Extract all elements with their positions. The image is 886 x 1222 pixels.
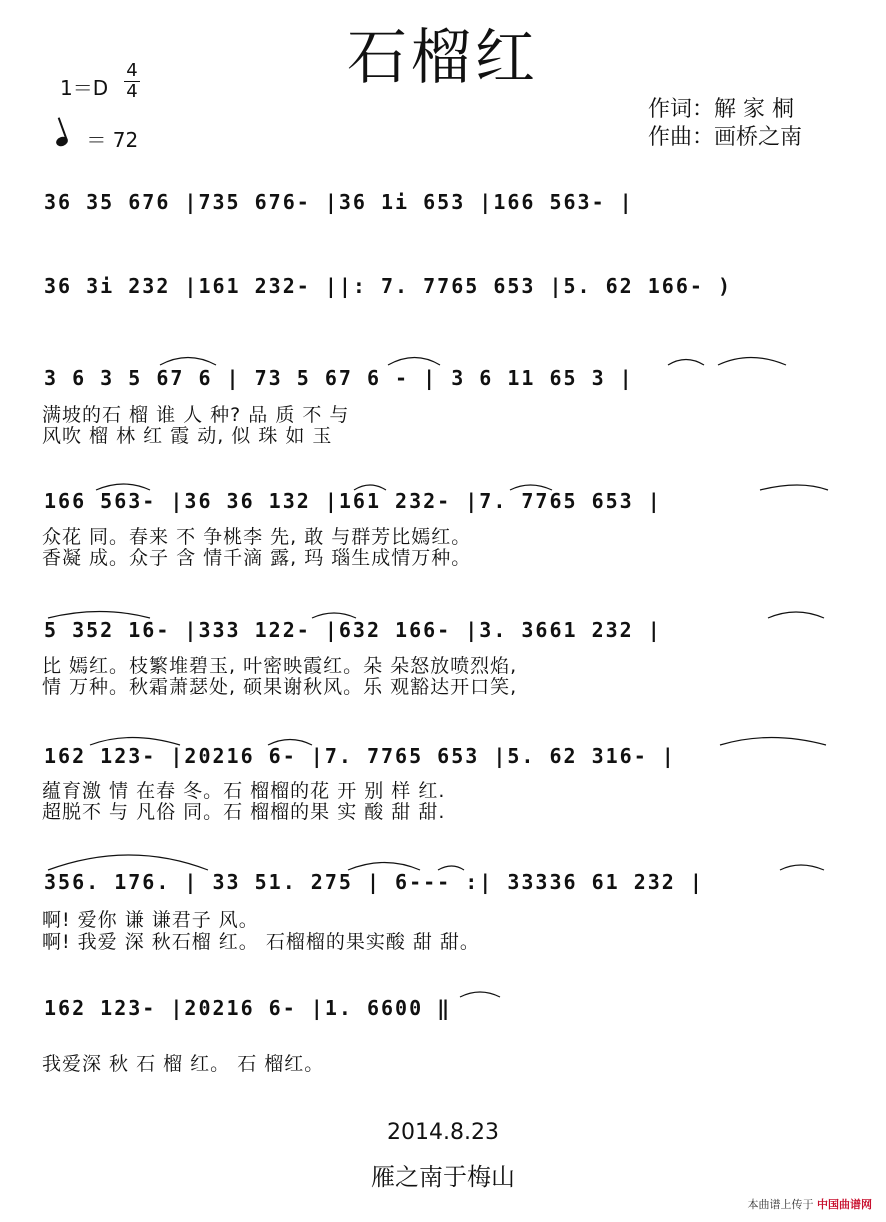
slur-mark (48, 855, 208, 870)
notation-line-5: 5 352 16- |333 122- |632 166- |3. 3661 232 | (44, 618, 662, 642)
slur-mark (160, 358, 216, 366)
slur-mark (354, 485, 386, 490)
slur-mark (780, 865, 824, 870)
lyric-line-7-verse-1: 啊! 爱你 谦 谦君子 风。 (42, 909, 259, 931)
slur-mark (460, 992, 500, 997)
notation-line-8: 162 123- |20216 6- |1. 6600 ‖ (44, 996, 452, 1020)
time-signature-numerator: 4 (126, 60, 138, 81)
slur-mark (268, 740, 312, 746)
watermark-text: 本曲谱上传于 (747, 1198, 814, 1211)
watermark-brand: 中国曲谱网 (817, 1198, 872, 1211)
date-line: 2014.8.23 (387, 1120, 499, 1145)
lyric-line-8-verse-1: 我爱深 秋 石 榴 红。 石 榴红。 (42, 1053, 325, 1075)
key-signature: 1＝D (60, 76, 109, 100)
watermark (748, 1196, 873, 1212)
slur-mark (438, 866, 464, 870)
composer-credit: 作曲：画桥之南 (648, 125, 803, 150)
lyric-line-5-verse-2: 情 万种。秋霜萧瑟处, 硕果谢秋风。乐 观豁达开口笑, (42, 676, 518, 698)
slur-mark (312, 613, 356, 618)
notation-line-6: 162 123- |20216 6- |7. 7765 653 |5. 62 316- | (44, 744, 676, 768)
slur-mark (718, 358, 786, 366)
slur-mark (348, 863, 420, 871)
page-title: 石榴红 (347, 23, 539, 93)
lyric-line-6-verse-2: 超脱不 与 凡俗 同。石 榴榴的果 实 酸 甜 甜. (42, 801, 446, 823)
lyric-line-6-verse-1: 蕴育激 情 在春 冬。石 榴榴的花 开 别 样 红. (42, 780, 446, 802)
slur-mark (760, 485, 828, 490)
slur-mark (90, 738, 180, 746)
notation-line-7: 356. 176. | 33 51. 275 | 6--- :| 33336 61 232 | (44, 870, 704, 894)
slur-mark (668, 360, 704, 366)
slur-mark (48, 612, 150, 619)
notation-line-4: 166 563- |36 36 132 |161 232- |7. 7765 653 | (44, 489, 662, 513)
notation-line-3: 3 6 3 5 67 6 | 73 5 67 6 - | 3 6 11 65 3 | (44, 366, 634, 390)
tempo-value: ＝ 72 (86, 128, 139, 152)
time-signature-denominator: 4 (126, 81, 138, 102)
slur-mark (510, 485, 552, 490)
slur-mark (720, 738, 826, 746)
slur-mark (768, 612, 824, 618)
lyric-line-4-verse-1: 众花 同。春来 不 争桃李 先, 敢 与群芳比嫣红。 (42, 526, 472, 548)
signature-line: 雁之南于梅山 (371, 1163, 515, 1191)
slur-mark (388, 358, 440, 366)
lyric-line-3-verse-2: 风吹 榴 林 红 霞 动, 似 珠 如 玉 (42, 425, 333, 447)
lyric-line-7-verse-2: 啊! 我爱 深 秋石榴 红。 石榴榴的果实酸 甜 甜。 (42, 931, 480, 953)
lyric-line-4-verse-2: 香凝 成。众子 含 情千滴 露, 玛 瑙生成情万种。 (42, 547, 472, 569)
lyric-line-5-verse-1: 比 嫣红。枝繁堆碧玉, 叶密映霞红。朵 朵怒放喷烈焰, (42, 655, 518, 677)
slur-mark (96, 484, 150, 490)
lyric-line-3-verse-1: 满坡的石 榴 谁 人 种? 品 质 不 与 (42, 404, 350, 426)
notation-line-2: 36 3i 232 |161 232- ||: 7. 7765 653 |5. 62 166- ) (44, 274, 733, 298)
lyricist-credit: 作词：解 家 桐 (648, 97, 794, 122)
notation-line-1: 36 35 676 |735 676- |36 1i 653 |166 563- | (44, 190, 634, 214)
